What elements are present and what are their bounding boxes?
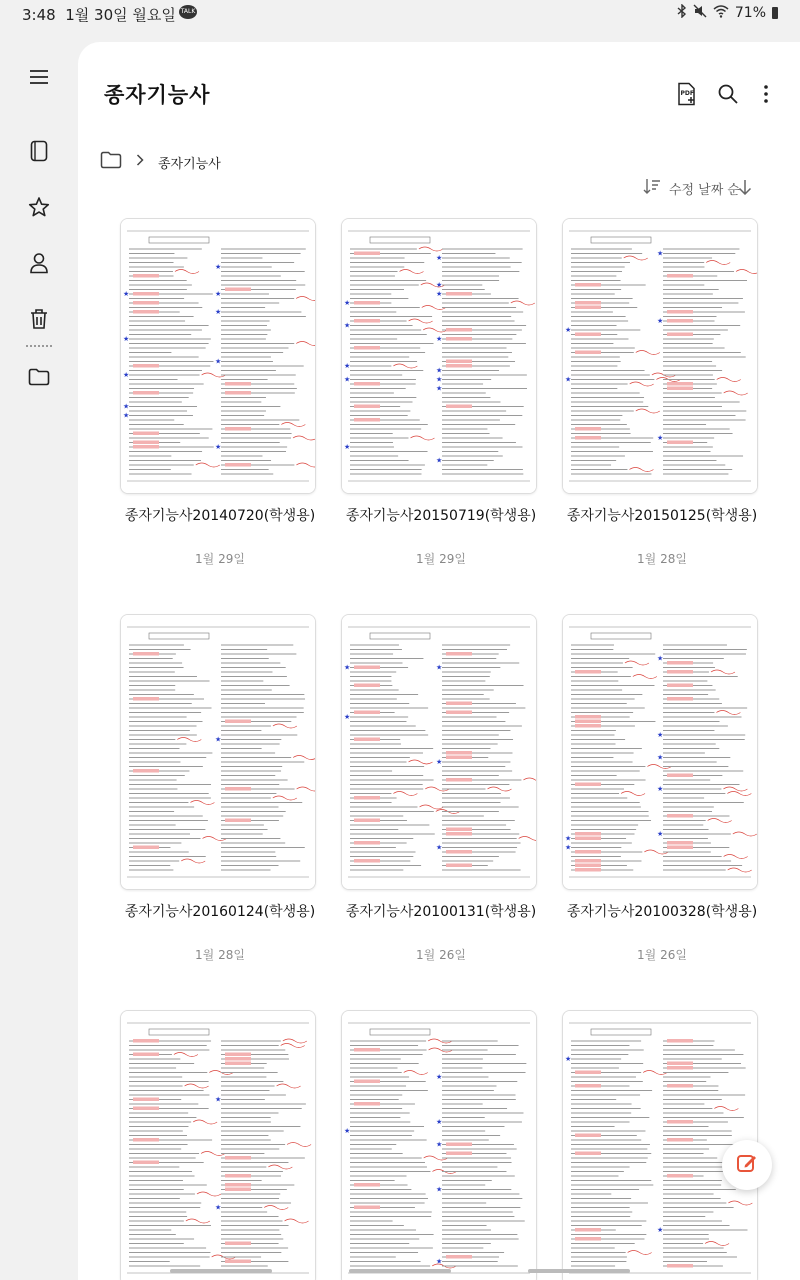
main-panel: [78, 42, 800, 1280]
favorites-star-icon[interactable]: [26, 194, 52, 220]
svg-text:★: ★: [565, 834, 572, 843]
search-icon[interactable]: [716, 82, 740, 106]
status-time: 3:48 1월 30일 월요일: [22, 6, 176, 24]
wifi-icon: [713, 5, 729, 22]
svg-text:★: ★: [436, 1118, 443, 1126]
svg-text:★: ★: [123, 290, 130, 298]
svg-text:★: ★: [436, 758, 443, 766]
kakaotalk-icon: TALK: [179, 5, 197, 19]
trash-icon[interactable]: [26, 306, 52, 332]
file-thumbnail: [562, 614, 758, 890]
svg-text:★: ★: [215, 263, 222, 271]
svg-text:★: ★: [436, 384, 443, 393]
file-thumbnail: [120, 614, 316, 890]
svg-text:★: ★: [436, 254, 443, 262]
file-date: 1월 29일: [416, 552, 466, 566]
file-thumbnail: [341, 218, 537, 494]
svg-text:★: ★: [215, 1203, 222, 1212]
svg-text:★: ★: [344, 443, 351, 451]
menu-icon[interactable]: [26, 64, 52, 90]
sort-icon: [643, 178, 661, 198]
svg-text:★: ★: [565, 843, 572, 852]
new-note-button[interactable]: [722, 1140, 772, 1190]
status-right: [677, 4, 778, 22]
file-name: 종자기능사20100328(학생용): [566, 904, 758, 920]
file-thumbnail: [562, 1010, 758, 1280]
file-thumbnail: [341, 614, 537, 890]
svg-text:★: ★: [657, 753, 664, 762]
svg-text:★: ★: [657, 654, 664, 663]
svg-text:★: ★: [565, 375, 572, 384]
bluetooth-icon: [677, 4, 687, 22]
page-title: 종자기능사: [104, 83, 211, 107]
svg-text:★: ★: [657, 731, 664, 739]
svg-text:★: ★: [123, 335, 130, 343]
breadcrumb-current[interactable]: 종자기능사: [158, 156, 221, 172]
svg-text:★: ★: [344, 362, 351, 370]
file-date: 1월 26일: [637, 948, 687, 962]
file-date: 1월 28일: [637, 552, 687, 566]
mute-icon: [693, 4, 707, 22]
svg-text:★: ★: [215, 443, 222, 451]
breadcrumb: [100, 150, 221, 174]
file-name: 종자기능사20100131(학생용): [345, 904, 537, 920]
svg-text:★: ★: [215, 357, 222, 366]
svg-text:★: ★: [657, 317, 664, 325]
file-name: 종자기능사20150125(학생용): [566, 508, 758, 524]
svg-text:★: ★: [344, 375, 351, 384]
nav-handle: [528, 1269, 630, 1273]
navigation-rail: [0, 42, 76, 1264]
svg-text:★: ★: [436, 335, 443, 343]
svg-text:★: ★: [436, 281, 443, 289]
svg-text:★: ★: [657, 1226, 664, 1234]
battery-icon: [772, 7, 778, 19]
more-options-icon[interactable]: [754, 82, 778, 106]
file-thumbnail: [120, 1010, 316, 1280]
svg-text:★: ★: [436, 375, 443, 384]
file-date: 1월 28일: [195, 948, 245, 962]
shared-person-icon[interactable]: [26, 250, 52, 276]
file-date: 1월 29일: [195, 552, 245, 566]
svg-text:★: ★: [215, 735, 222, 744]
nav-handle: [170, 1269, 272, 1273]
svg-text:★: ★: [436, 1185, 443, 1194]
sort-label: 수정 날짜 순: [668, 182, 740, 198]
svg-text:★: ★: [657, 830, 664, 838]
svg-text:★: ★: [344, 663, 351, 672]
svg-text:★: ★: [657, 434, 664, 442]
file-thumbnail: [120, 218, 316, 494]
svg-text:★: ★: [123, 402, 130, 411]
divider: [26, 345, 52, 349]
file-thumbnail: [341, 1010, 537, 1280]
file-name: 종자기능사20160124(학생용): [124, 904, 316, 920]
file-name: 종자기능사20150719(학생용): [345, 508, 537, 524]
svg-text:★: ★: [215, 1095, 222, 1104]
svg-text:★: ★: [436, 663, 443, 672]
svg-text:★: ★: [215, 308, 222, 316]
pdf-import-icon[interactable]: [674, 82, 698, 106]
status-bar: [0, 0, 800, 28]
file-thumbnail: [562, 218, 758, 494]
svg-text:★: ★: [565, 326, 572, 334]
file-date: 1월 26일: [416, 948, 466, 962]
svg-text:★: ★: [436, 1073, 443, 1081]
svg-text:PDF: PDF: [680, 90, 694, 97]
svg-text:★: ★: [123, 411, 130, 420]
svg-text:★: ★: [657, 785, 664, 793]
svg-text:★: ★: [657, 249, 664, 258]
chevron-right-icon: [136, 154, 144, 170]
svg-text:★: ★: [344, 299, 351, 307]
svg-text:★: ★: [344, 1127, 351, 1135]
notes-icon[interactable]: [26, 138, 52, 164]
svg-text:★: ★: [344, 713, 351, 721]
svg-text:★: ★: [436, 1257, 443, 1266]
svg-text:★: ★: [436, 1140, 443, 1149]
sort-direction-arrow-icon[interactable]: [738, 179, 752, 199]
folder-icon[interactable]: [100, 151, 122, 173]
svg-text:★: ★: [436, 456, 443, 465]
svg-text:★: ★: [565, 1055, 572, 1063]
folder-icon[interactable]: [26, 364, 52, 390]
svg-text:★: ★: [344, 321, 351, 330]
svg-text:★: ★: [436, 366, 443, 375]
file-name: 종자기능사20140720(학생용): [124, 508, 316, 524]
svg-text:★: ★: [123, 371, 130, 379]
battery-text: 71%: [734, 5, 766, 21]
svg-text:★: ★: [436, 290, 443, 298]
nav-handle: [349, 1269, 451, 1273]
sort-control[interactable]: [643, 178, 740, 198]
edit-pen-icon: [736, 1152, 758, 1178]
svg-text:★: ★: [436, 843, 443, 852]
svg-text:★: ★: [215, 290, 222, 298]
